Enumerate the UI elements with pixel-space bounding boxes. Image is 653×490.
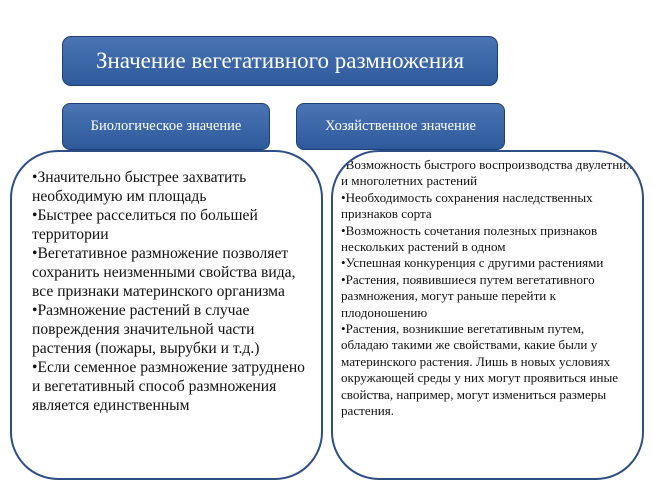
economic-item: •Возможность сочетания полезных признаков нескольких растений в одном [341,222,598,255]
economic-list [341,157,634,420]
biological-header: Биологическое значение [62,103,270,150]
biological-item: •Размножение растений в случае повреждения значительной части растения (пожары, вырубки и т.д.) [32,302,260,357]
economic-item: •Необходимость сохранения наследственных признаков сорта [341,189,593,222]
slide-title: Значение вегетативного размножения [62,36,498,86]
biological-item: •Быстрее расселиться по большей территории [32,207,258,243]
biological-item: •Вегетативное размножение позволяет сохранить неизменными свойства вида, все признаки материнского организма [32,245,296,300]
economic-item: •Возможность быстрого воспроизводства двулетних и многолетних растений [341,157,633,189]
economic-item: •Растения, появившиеся путем вегетативного размножения, могут раньше перейти к плодоношению [341,271,595,320]
economic-panel [331,150,644,480]
economic-item: •Растения, возникшие вегетативным путем, обладаю такими же свойствами, какие были у материнского растения. Лишь в новых условиях окружающей среды у них могут проявиться иные свойства, например, могут измениться размеры растения. [341,321,619,419]
biological-item: •Значительно быстрее захватить необходимую им площадь [32,169,247,205]
biological-item: •Если семенное размножение затруднено и вегетативный способ размножения является единственным [32,359,305,414]
economic-header: Хозяйственное значение [296,103,505,150]
biological-list [32,168,313,415]
economic-item: •Успешная конкуренция с другими растениями [341,255,604,271]
biological-panel [10,150,323,480]
